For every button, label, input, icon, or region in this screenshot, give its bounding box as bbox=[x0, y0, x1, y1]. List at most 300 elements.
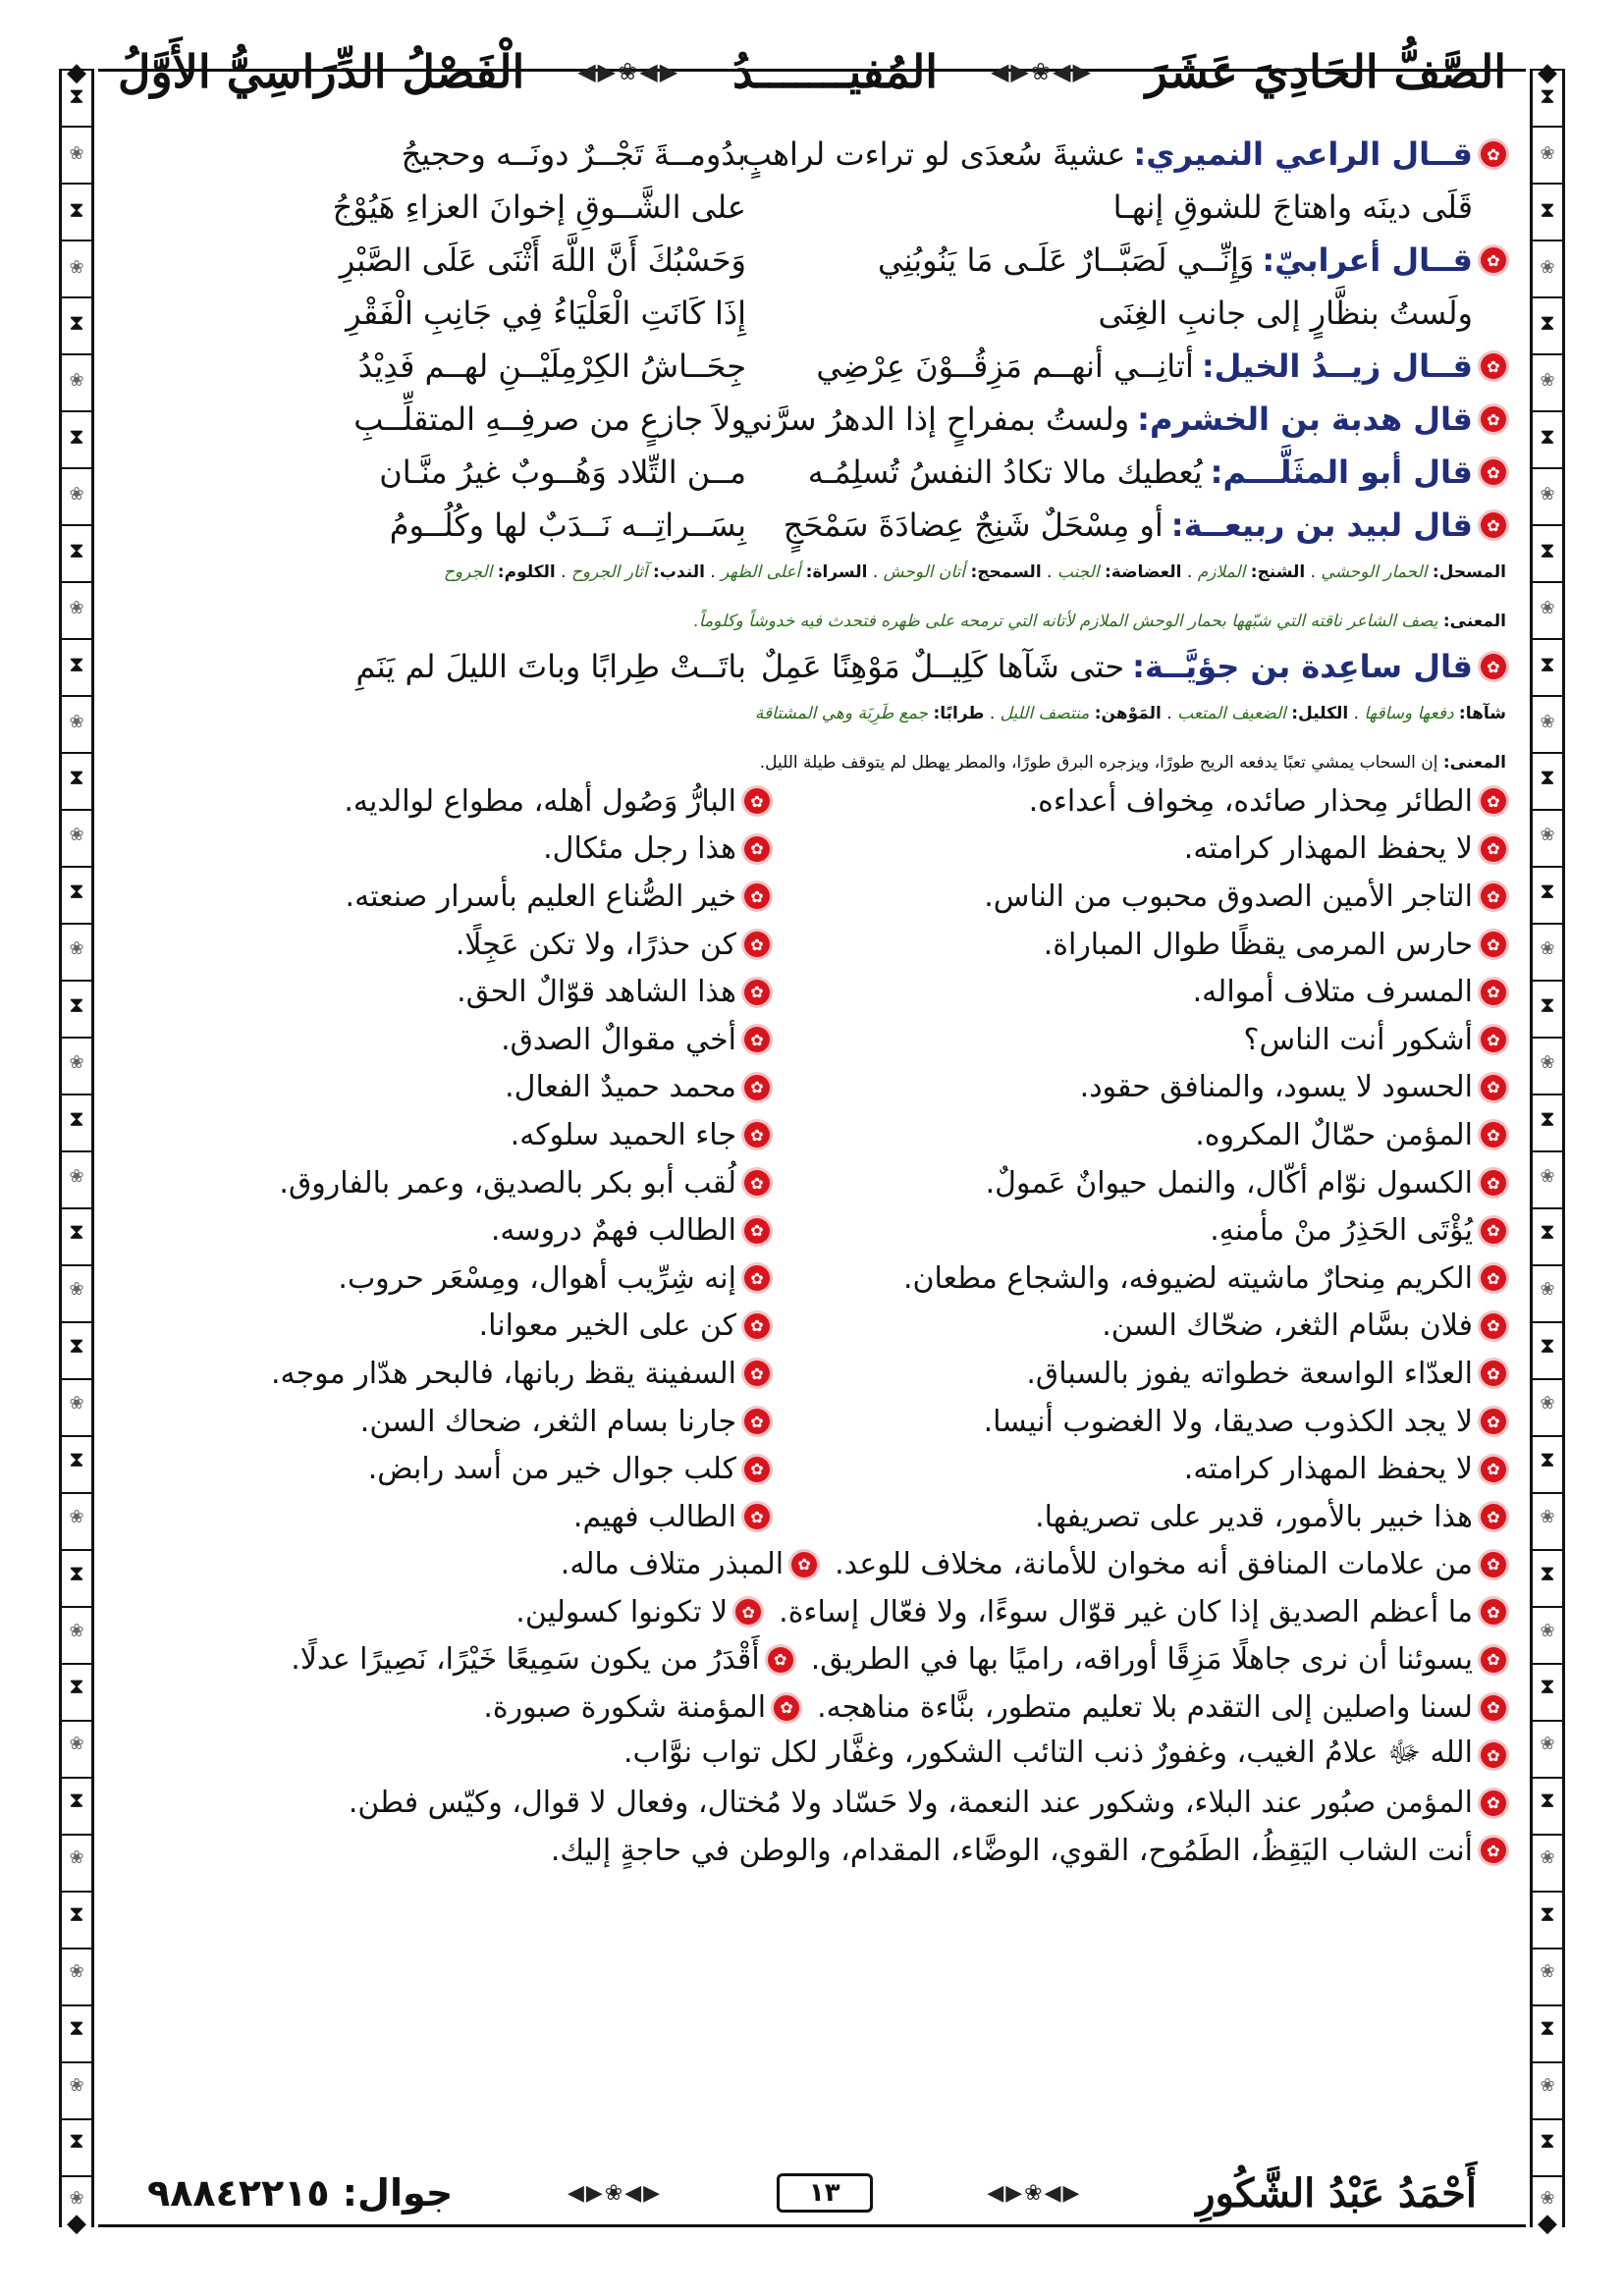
page-header bbox=[118, 37, 1506, 106]
hourglass-ornament-icon: ⧗ bbox=[69, 880, 84, 905]
hourglass-ornament-icon: ⧗ bbox=[1540, 1901, 1555, 1927]
flower-bullet-icon: ✿ bbox=[1481, 1599, 1506, 1625]
flower-ornament-icon: ❀ bbox=[69, 938, 84, 960]
term-title: الْفَصْلُ الدِّرَاسِيُّ الأَوَّلُ bbox=[118, 45, 525, 98]
flower-ornament-icon: ❀ bbox=[1540, 597, 1555, 618]
flower-bullet-icon: ✿ bbox=[1481, 836, 1506, 862]
flower-bullet-icon: ✿ bbox=[1481, 980, 1506, 1005]
flower-bullet-icon: ✿ bbox=[1481, 1122, 1506, 1148]
flower-bullet-icon: ✿ bbox=[1481, 1457, 1506, 1482]
book-title: المُفيـــــــدُ bbox=[732, 45, 939, 98]
corner-ornament-icon: ◆ bbox=[67, 58, 86, 87]
gloss-meaning: دفعها وساقها bbox=[1364, 704, 1454, 723]
gloss-meaning: الملازم bbox=[1197, 562, 1246, 582]
example-item bbox=[368, 1452, 770, 1486]
example-item bbox=[770, 1452, 1506, 1486]
flower-bullet-icon: ✿ bbox=[1481, 1647, 1506, 1673]
flower-bullet-icon: ✿ bbox=[1481, 1218, 1506, 1244]
example-row bbox=[118, 1206, 1506, 1255]
verse-row bbox=[118, 640, 1506, 693]
flower-bullet-icon: ✿ bbox=[744, 1313, 770, 1339]
flower-ornament-icon: ❀ bbox=[69, 1051, 84, 1073]
flower-ornament-icon: ❀ bbox=[1540, 2188, 1555, 2210]
example-text: لُقب أبو بكر بالصديق، وعمر بالفاروق. bbox=[279, 1165, 736, 1201]
example-item bbox=[835, 1547, 1506, 1581]
gloss-term: طرابًا: bbox=[933, 704, 985, 723]
gloss-meaning: أتان الوحش bbox=[883, 562, 966, 582]
example-text: هذا رجل مئكال. bbox=[543, 831, 736, 867]
hourglass-ornament-icon: ⧗ bbox=[69, 652, 84, 677]
example-text: الله ﷻ علامُ الغيب، وغفورٌ ذنب التائب الشكور، وغفَّار لكل تواب نوَّاب. bbox=[623, 1735, 1473, 1770]
flower-ornament-icon: ❀ bbox=[69, 1734, 84, 1755]
flower-ornament-icon: ❀ bbox=[1540, 1847, 1555, 1869]
example-item bbox=[456, 928, 770, 962]
example-item bbox=[770, 1070, 1506, 1104]
gloss-term: السراة: bbox=[805, 562, 868, 582]
example-item bbox=[770, 975, 1506, 1009]
example-text: الطالب فهمٌ دروسه. bbox=[490, 1213, 736, 1249]
example-item bbox=[573, 1500, 770, 1534]
hourglass-ornament-icon: ⧗ bbox=[69, 1789, 84, 1814]
hourglass-ornament-icon: ⧗ bbox=[1540, 1106, 1555, 1132]
example-text: لا تكونوا كسولين. bbox=[515, 1594, 729, 1629]
example-text: يُؤْتَى الحَذِرُ منْ مأمنهِ. bbox=[1210, 1213, 1473, 1249]
flower-ornament-icon: ❀ bbox=[69, 370, 84, 392]
flower-bullet-icon: ✿ bbox=[744, 980, 770, 1005]
verse-right-half bbox=[750, 454, 1506, 491]
example-text: المؤمنة شكورة صبورة. bbox=[483, 1690, 767, 1726]
example-item bbox=[344, 784, 770, 819]
flower-ornament-icon: ❀ bbox=[69, 1165, 84, 1187]
flower-ornament-icon: ❀ bbox=[69, 1506, 84, 1527]
example-row bbox=[118, 1016, 1506, 1064]
example-row bbox=[118, 1398, 1506, 1446]
example-item bbox=[505, 1070, 770, 1104]
example-text: أشكور أنت الناس؟ bbox=[1243, 1022, 1473, 1057]
example-item bbox=[770, 1213, 1506, 1248]
flower-ornament-icon: ❀ bbox=[69, 256, 84, 278]
header-ornament-icon: ▶◀❀▶◀ bbox=[577, 58, 680, 85]
example-text: إنه شِرِّيب أهوال، ومِسْعَر حروب. bbox=[338, 1260, 736, 1296]
flower-bullet-icon: ✿ bbox=[1481, 406, 1506, 432]
gloss-line: شآها: دفعها وساقها . الكليل: الضعيف المتعب . المَوْهن: منتصف الليل . طرابًا: جمع طَرِبَة وهي المشتاقة bbox=[754, 704, 1506, 723]
gloss-term: الكليل: bbox=[1291, 704, 1349, 723]
example-text: كلب جوال خير من أسد رابض. bbox=[367, 1452, 736, 1487]
hourglass-ornament-icon: ⧗ bbox=[69, 1901, 84, 1927]
flower-bullet-icon: ✿ bbox=[1481, 141, 1506, 167]
hourglass-ornament-icon: ⧗ bbox=[69, 83, 84, 109]
verse-row bbox=[118, 393, 1506, 446]
example-text: أنت الشاب اليَقِظُ، الطَمُوح، القوي، الوضَّاء، المقدام، والوطن في حاجةٍ إليك. bbox=[550, 1833, 1473, 1868]
corner-ornament-icon: ◆ bbox=[1538, 58, 1557, 87]
flower-bullet-icon: ✿ bbox=[1481, 1170, 1506, 1196]
poet-name: قال هدبة بن الخشرم: bbox=[1137, 400, 1473, 438]
example-text: فلان بسَّام الثغر، ضحّاك السن. bbox=[1102, 1308, 1473, 1344]
hourglass-ornament-icon: ⧗ bbox=[1540, 1675, 1555, 1700]
example-item bbox=[279, 1166, 770, 1201]
gloss-term: العضاضة: bbox=[1104, 562, 1182, 582]
verse-right-half bbox=[750, 241, 1506, 279]
flower-bullet-icon: ✿ bbox=[1481, 654, 1506, 679]
examples-list-wide bbox=[118, 1541, 1506, 1875]
verse-second-half: بِسَــراتِــه نَــدَبٌ لها وكُلُــومُ bbox=[389, 507, 746, 544]
example-text: كن على الخير معوانا. bbox=[478, 1308, 736, 1344]
meaning-text: إن السحاب يمشي تعبًا يدفعه الريح طورًا، ويزجره البرق طورًا، والمطر يهطل لم يتوقف طيلة الليل. bbox=[759, 753, 1438, 773]
example-text: المؤمن حمّالٌ المكروه. bbox=[1195, 1117, 1473, 1152]
example-item bbox=[491, 1213, 770, 1248]
example-text: السفينة يقظ ربانها، فالبحر هدّار موجه. bbox=[271, 1356, 736, 1391]
verse-second-half: ولاَ جازعٍ من صرفِــهِ المتقلِّــبِ bbox=[353, 400, 746, 438]
example-item bbox=[515, 1595, 761, 1629]
example-item bbox=[770, 1023, 1506, 1057]
gloss-meaning: أعلى الظهر bbox=[721, 562, 801, 582]
example-text: هذا خبير بالأمور، قدير على تصريفها. bbox=[1035, 1499, 1473, 1534]
gloss-term: الندب: bbox=[653, 562, 705, 582]
flower-bullet-icon: ✿ bbox=[744, 932, 770, 957]
example-item bbox=[770, 1166, 1506, 1201]
example-row bbox=[118, 1827, 1506, 1875]
verse-second-half: بدُومــةَ تَجْــرٌ دونَــه وحجيجُ bbox=[401, 135, 746, 173]
example-text: الطالب فهيم. bbox=[572, 1499, 736, 1534]
corner-ornament-icon: ◆ bbox=[67, 2209, 86, 2238]
flower-bullet-icon: ✿ bbox=[744, 883, 770, 909]
verse-first-half: قَلَى دينَه واهتاجَ للشوقِ إنهـا bbox=[1112, 188, 1473, 226]
example-text: خير الصُّناع العليم بأسرار صنعته. bbox=[345, 879, 736, 914]
hourglass-ornament-icon: ⧗ bbox=[69, 425, 84, 451]
verse-right-half bbox=[737, 400, 1506, 438]
example-item bbox=[770, 784, 1506, 819]
gloss-term: الكلوم: bbox=[497, 562, 556, 582]
hourglass-ornament-icon: ⧗ bbox=[1540, 83, 1555, 109]
hourglass-ornament-icon: ⧗ bbox=[1540, 1561, 1555, 1586]
flower-ornament-icon: ❀ bbox=[69, 484, 84, 506]
meaning-label: المعنى: bbox=[1442, 753, 1506, 773]
example-item bbox=[501, 1023, 770, 1057]
flower-ornament-icon: ❀ bbox=[1540, 1734, 1555, 1755]
example-item bbox=[349, 1786, 1506, 1820]
flower-ornament-icon: ❀ bbox=[69, 711, 84, 732]
gloss-term: المسحل: bbox=[1432, 562, 1506, 582]
example-item bbox=[457, 975, 770, 1009]
flower-bullet-icon: ✿ bbox=[774, 1695, 799, 1721]
hourglass-ornament-icon: ⧗ bbox=[1540, 2015, 1555, 2041]
example-text: جاء الحميد سلوكه. bbox=[510, 1117, 736, 1152]
example-row bbox=[118, 777, 1506, 826]
example-item bbox=[551, 1834, 1506, 1868]
example-item bbox=[770, 880, 1506, 914]
hourglass-ornament-icon: ⧗ bbox=[69, 2015, 84, 2041]
hourglass-ornament-icon: ⧗ bbox=[69, 538, 84, 563]
example-text: الكريم مِنحارٌ ماشيته لضيوفه، والشجاع مطعان. bbox=[902, 1260, 1473, 1296]
flower-bullet-icon: ✿ bbox=[1481, 353, 1506, 379]
example-text: العدّاء الواسعة خطواته يفوز بالسباق. bbox=[1026, 1356, 1473, 1391]
header-ornament-icon: ▶◀❀▶◀ bbox=[990, 58, 1093, 85]
example-text: البارُّ وَصُول أهله، مطواع لوالديه. bbox=[344, 783, 736, 819]
verse-right-half bbox=[750, 507, 1506, 544]
verse-second-half: جِحَــاشُ الكِرْمِلَيْــنِ لهــم فَدِيْدُ bbox=[357, 347, 746, 385]
author-name: أَحْمَدُ عَبْدُ الشَّكُورِ bbox=[1196, 2169, 1477, 2216]
example-row bbox=[118, 1588, 1506, 1636]
gloss-term: السمحج: bbox=[970, 562, 1042, 582]
example-text: الطائر مِحذار صائده، مِخواف أعداءه. bbox=[1028, 783, 1473, 819]
example-item bbox=[511, 1118, 770, 1152]
example-text: لسنا واصلين إلى التقدم بلا تعليم متطور، بنَّاءة مناهجه. bbox=[817, 1690, 1473, 1726]
flower-ornament-icon: ❀ bbox=[69, 825, 84, 846]
example-row bbox=[118, 1493, 1506, 1541]
flower-ornament-icon: ❀ bbox=[69, 1279, 84, 1301]
verse-first-half: يُعطيك مالا تكادُ النفسُ تُسلِمُـه bbox=[807, 454, 1203, 491]
hourglass-ornament-icon: ⧗ bbox=[1540, 311, 1555, 337]
verse-row bbox=[118, 181, 1506, 234]
example-item bbox=[779, 1595, 1506, 1629]
verse-first-half: ولَستُ بنظَّارٍ إلى جانبِ الغِنَى bbox=[1098, 294, 1473, 332]
hourglass-ornament-icon: ⧗ bbox=[69, 2129, 84, 2155]
flower-ornament-icon: ❀ bbox=[69, 597, 84, 618]
flower-bullet-icon: ✿ bbox=[791, 1552, 817, 1577]
example-item bbox=[291, 1642, 792, 1677]
phone-number: جوال: ٩٨٨٤٢٢١٥ bbox=[147, 2171, 454, 2215]
poet-name: قــال أعرابيّ: bbox=[1262, 241, 1473, 279]
flower-bullet-icon: ✿ bbox=[1481, 1742, 1506, 1768]
example-text: أخي مقوالٌ الصدق. bbox=[501, 1022, 736, 1057]
meaning-text: يصف الشاعر ناقته التي شبّهها بحمار الوحش الملازم لأتانه التي ترمحه على ظهره فتحدث فيه خدوشاً وكلوماً. bbox=[693, 612, 1438, 631]
example-text: الكسول نوّام أكّال، والنمل حيوانٌ عَمولٌ. bbox=[985, 1165, 1473, 1201]
example-text: جارنا بسام الثغر، ضحاك السن. bbox=[359, 1404, 736, 1439]
hourglass-ornament-icon: ⧗ bbox=[1540, 197, 1555, 223]
flower-bullet-icon: ✿ bbox=[1481, 1361, 1506, 1386]
flower-bullet-icon: ✿ bbox=[1481, 1265, 1506, 1291]
flower-bullet-icon: ✿ bbox=[735, 1599, 761, 1625]
flower-ornament-icon: ❀ bbox=[1540, 1620, 1555, 1641]
flower-bullet-icon: ✿ bbox=[768, 1647, 793, 1673]
gloss-meaning: آثار الجروح bbox=[570, 562, 648, 582]
verse-first-half: حتى شَآها كَلِيــلٌ مَوْهِنًا عَمِلٌ bbox=[760, 648, 1125, 685]
hourglass-ornament-icon: ⧗ bbox=[69, 1447, 84, 1472]
flower-ornament-icon: ❀ bbox=[1540, 711, 1555, 732]
example-item bbox=[483, 1690, 799, 1725]
verse-second-half: إِذَا كَانَتِ الْعَلْيَاءُ فِي جَانِبِ الْفَقْرِ bbox=[346, 294, 746, 332]
verse-right-half bbox=[750, 294, 1506, 332]
footer-ornament-icon: ▶◀❀▶◀ bbox=[567, 2180, 663, 2206]
flower-bullet-icon: ✿ bbox=[1481, 1027, 1506, 1052]
flower-bullet-icon: ✿ bbox=[744, 1075, 770, 1100]
example-item bbox=[543, 831, 770, 866]
verse-second-half: على الشَّــوقِ إخوانَ العزاءِ هَيُوْجُ bbox=[332, 188, 746, 226]
example-row bbox=[118, 1111, 1506, 1159]
example-text: هذا الشاهد قوّالٌ الحق. bbox=[457, 975, 736, 1010]
hourglass-ornament-icon: ⧗ bbox=[1540, 1334, 1555, 1360]
hourglass-ornament-icon: ⧗ bbox=[1540, 992, 1555, 1018]
example-row bbox=[118, 873, 1506, 921]
hourglass-ornament-icon: ⧗ bbox=[1540, 538, 1555, 563]
verse-first-half: عشيةَ سُعدَى لو تراءت لراهبٍ bbox=[741, 135, 1126, 173]
hourglass-ornament-icon: ⧗ bbox=[69, 1334, 84, 1360]
example-row bbox=[118, 968, 1506, 1016]
example-row bbox=[118, 1350, 1506, 1398]
flower-bullet-icon: ✿ bbox=[1481, 1790, 1506, 1816]
example-text: التاجر الأمين الصدوق محبوب من الناس. bbox=[984, 879, 1473, 914]
example-row bbox=[118, 1064, 1506, 1112]
example-row bbox=[118, 1445, 1506, 1493]
flower-bullet-icon: ✿ bbox=[744, 1361, 770, 1386]
verse-row bbox=[118, 287, 1506, 340]
verse-second-half: وَحَسْبُكَ أَنَّ اللَّهَ أَثْنَى عَلَى الصَّبْرِ bbox=[339, 241, 746, 279]
example-item bbox=[770, 1357, 1506, 1391]
gloss-line: المسحل: الحمار الوحشي . الشنج: الملازم . العضاضة: الجنب . السمحج: أتان الوحش . السراة: أعلى الظهر . الندب: آثار الجروح . الكلوم: الجروح bbox=[443, 562, 1506, 582]
flower-ornament-icon: ❀ bbox=[1540, 1165, 1555, 1187]
gloss-meaning: منتصف الليل bbox=[1000, 704, 1090, 723]
verse-first-half: وَإِنِّــي لَصَبَّــارٌ عَلَـى مَا يَنُوبُنِي bbox=[877, 241, 1255, 279]
flower-bullet-icon: ✿ bbox=[744, 1265, 770, 1291]
flower-ornament-icon: ❀ bbox=[1540, 484, 1555, 506]
verse-right-half bbox=[750, 188, 1506, 226]
flower-ornament-icon: ❀ bbox=[1540, 1393, 1555, 1415]
gloss-meaning: الجروح bbox=[443, 562, 493, 582]
example-item bbox=[346, 880, 770, 914]
meaning-label: المعنى: bbox=[1442, 612, 1506, 631]
example-item bbox=[770, 1405, 1506, 1439]
hourglass-ornament-icon: ⧗ bbox=[1540, 1220, 1555, 1246]
flower-bullet-icon: ✿ bbox=[1481, 883, 1506, 909]
flower-ornament-icon: ❀ bbox=[1540, 1051, 1555, 1073]
example-item bbox=[770, 1500, 1506, 1534]
flower-ornament-icon: ❀ bbox=[1540, 1960, 1555, 1982]
grade-title: الصَّفُّ الحَادِيَ عَشَرَ bbox=[1145, 45, 1506, 98]
flower-bullet-icon: ✿ bbox=[744, 1122, 770, 1148]
hourglass-ornament-icon: ⧗ bbox=[69, 992, 84, 1018]
example-text: حارس المرمى يقظًا طوال المباراة. bbox=[1043, 927, 1473, 962]
example-row bbox=[118, 826, 1506, 874]
hourglass-ornament-icon: ⧗ bbox=[1540, 880, 1555, 905]
hourglass-ornament-icon: ⧗ bbox=[1540, 1789, 1555, 1814]
frame-left-border bbox=[59, 69, 94, 2227]
flower-bullet-icon: ✿ bbox=[1481, 1552, 1506, 1577]
gloss-term: المَوْهن: bbox=[1094, 704, 1162, 723]
gloss-term: الشنج: bbox=[1250, 562, 1306, 582]
hourglass-ornament-icon: ⧗ bbox=[69, 1561, 84, 1586]
verse-row bbox=[118, 128, 1506, 181]
flower-ornament-icon: ❀ bbox=[1540, 938, 1555, 960]
hourglass-ornament-icon: ⧗ bbox=[1540, 2129, 1555, 2155]
example-text: أَقْدَرُ من يكون سَمِيعًا خَيْرًا، نَصِيرًا عدلًا. bbox=[291, 1642, 760, 1678]
flower-bullet-icon: ✿ bbox=[1481, 1075, 1506, 1100]
flower-bullet-icon: ✿ bbox=[1481, 1409, 1506, 1434]
flower-ornament-icon: ❀ bbox=[1540, 1279, 1555, 1301]
hourglass-ornament-icon: ⧗ bbox=[69, 766, 84, 791]
meaning-line bbox=[118, 748, 1506, 777]
hourglass-ornament-icon: ⧗ bbox=[69, 197, 84, 223]
example-item bbox=[479, 1308, 770, 1343]
verse-first-half: ولستُ بمفراحٍ إذا الدهرُ سرَّني bbox=[737, 400, 1130, 438]
hourglass-ornament-icon: ⧗ bbox=[1540, 425, 1555, 451]
example-item bbox=[271, 1357, 770, 1391]
flower-bullet-icon: ✿ bbox=[744, 1504, 770, 1529]
example-item bbox=[770, 928, 1506, 962]
flower-bullet-icon: ✿ bbox=[744, 1170, 770, 1196]
page-content bbox=[118, 128, 1506, 1875]
example-item bbox=[623, 1735, 1506, 1777]
hourglass-ornament-icon: ⧗ bbox=[1540, 1447, 1555, 1472]
gloss-term: شآها: bbox=[1458, 704, 1506, 723]
example-item bbox=[770, 831, 1506, 866]
example-item bbox=[770, 1118, 1506, 1152]
verse-row bbox=[118, 499, 1506, 552]
gloss-meaning: جمع طَرِبَة وهي المشتاقة bbox=[754, 704, 929, 723]
poet-name: قــال الراعي النميري: bbox=[1133, 135, 1473, 173]
example-text: لا يحفظ المهذار كرامته. bbox=[1183, 831, 1473, 867]
flower-bullet-icon: ✿ bbox=[1481, 247, 1506, 273]
example-text: يسوئنا أن نرى جاهلًا مَزِقًا أوراقه، راميًا بها في الطريق. bbox=[810, 1642, 1473, 1678]
page-number: ١٣ bbox=[777, 2173, 873, 2213]
example-text: لا يجد الكذوب صديقا، ولا الغضوب أنيسا. bbox=[983, 1404, 1473, 1439]
example-text: ما أعظم الصديق إذا كان غير قوّال سوءًا، ولا فعّال إساءة. bbox=[779, 1594, 1473, 1629]
flower-bullet-icon: ✿ bbox=[1481, 788, 1506, 814]
example-row bbox=[118, 921, 1506, 969]
example-row bbox=[118, 1541, 1506, 1589]
flower-ornament-icon: ❀ bbox=[69, 1620, 84, 1641]
example-item bbox=[338, 1261, 770, 1296]
hourglass-ornament-icon: ⧗ bbox=[69, 311, 84, 337]
examples-list bbox=[118, 777, 1506, 1541]
flower-bullet-icon: ✿ bbox=[744, 788, 770, 814]
footer-ornament-icon: ▶◀❀▶◀ bbox=[987, 2180, 1082, 2206]
flower-bullet-icon: ✿ bbox=[744, 1218, 770, 1244]
flower-ornament-icon: ❀ bbox=[1540, 142, 1555, 164]
page-footer bbox=[147, 2159, 1477, 2227]
flower-bullet-icon: ✿ bbox=[744, 1457, 770, 1482]
poet-name: قال أبو المثَلَّـــم: bbox=[1210, 454, 1473, 491]
verse-second-half: مــن التِّلاد وَهُــوبٌ غيرُ منَّـان bbox=[379, 454, 746, 491]
flower-ornament-icon: ❀ bbox=[1540, 1506, 1555, 1527]
verse-row bbox=[118, 234, 1506, 287]
verses-section bbox=[118, 128, 1506, 552]
verse-right-half bbox=[741, 135, 1506, 173]
hourglass-ornament-icon: ⧗ bbox=[69, 1220, 84, 1246]
flower-ornament-icon: ❀ bbox=[1540, 370, 1555, 392]
example-text: المبذر متلاف ماله. bbox=[560, 1547, 785, 1582]
flower-bullet-icon: ✿ bbox=[744, 1409, 770, 1434]
example-row bbox=[118, 1732, 1506, 1780]
flower-bullet-icon: ✿ bbox=[1481, 512, 1506, 538]
example-text: المسرف متلاف أمواله. bbox=[1192, 975, 1473, 1010]
example-row bbox=[118, 1303, 1506, 1351]
verse-right-half bbox=[750, 347, 1506, 385]
example-row bbox=[118, 1779, 1506, 1827]
gloss-meaning: الضعيف المتعب bbox=[1177, 704, 1286, 723]
poet-name: قال ساعِدة بن جؤيَّــة: bbox=[1132, 648, 1473, 685]
gloss-meaning: الجنب bbox=[1056, 562, 1100, 582]
verse-second-half: باتَــتْ طِرابًا وباتَ الليلَ لم يَنَمِ bbox=[355, 648, 746, 685]
meaning-line bbox=[118, 607, 1506, 636]
flower-bullet-icon: ✿ bbox=[744, 1027, 770, 1052]
verse-first-half: أو مِسْحَلٌ شَنِجٌ عِضادَةَ سَمْحَجٍ bbox=[783, 507, 1164, 544]
example-text: الحسود لا يسود، والمنافق حقود. bbox=[1079, 1070, 1473, 1105]
hourglass-ornament-icon: ⧗ bbox=[69, 1106, 84, 1132]
flower-bullet-icon: ✿ bbox=[744, 836, 770, 862]
flower-bullet-icon: ✿ bbox=[1481, 1504, 1506, 1529]
flower-ornament-icon: ❀ bbox=[69, 1393, 84, 1415]
flower-bullet-icon: ✿ bbox=[1481, 459, 1506, 485]
poet-name: قــال زيــدُ الخيل: bbox=[1201, 347, 1473, 385]
verse-row bbox=[118, 446, 1506, 499]
example-item bbox=[770, 1261, 1506, 1296]
flower-bullet-icon: ✿ bbox=[1481, 1838, 1506, 1863]
example-text: من علامات المنافق أنه مخوان للأمانة، مخلاف للوعد. bbox=[835, 1547, 1473, 1582]
verse-row bbox=[118, 340, 1506, 393]
flower-ornament-icon: ❀ bbox=[1540, 825, 1555, 846]
flower-ornament-icon: ❀ bbox=[69, 2188, 84, 2210]
verse-first-half: أتانِــي أنهــم مَزِقُــوْنَ عِرْضِي bbox=[816, 347, 1194, 385]
